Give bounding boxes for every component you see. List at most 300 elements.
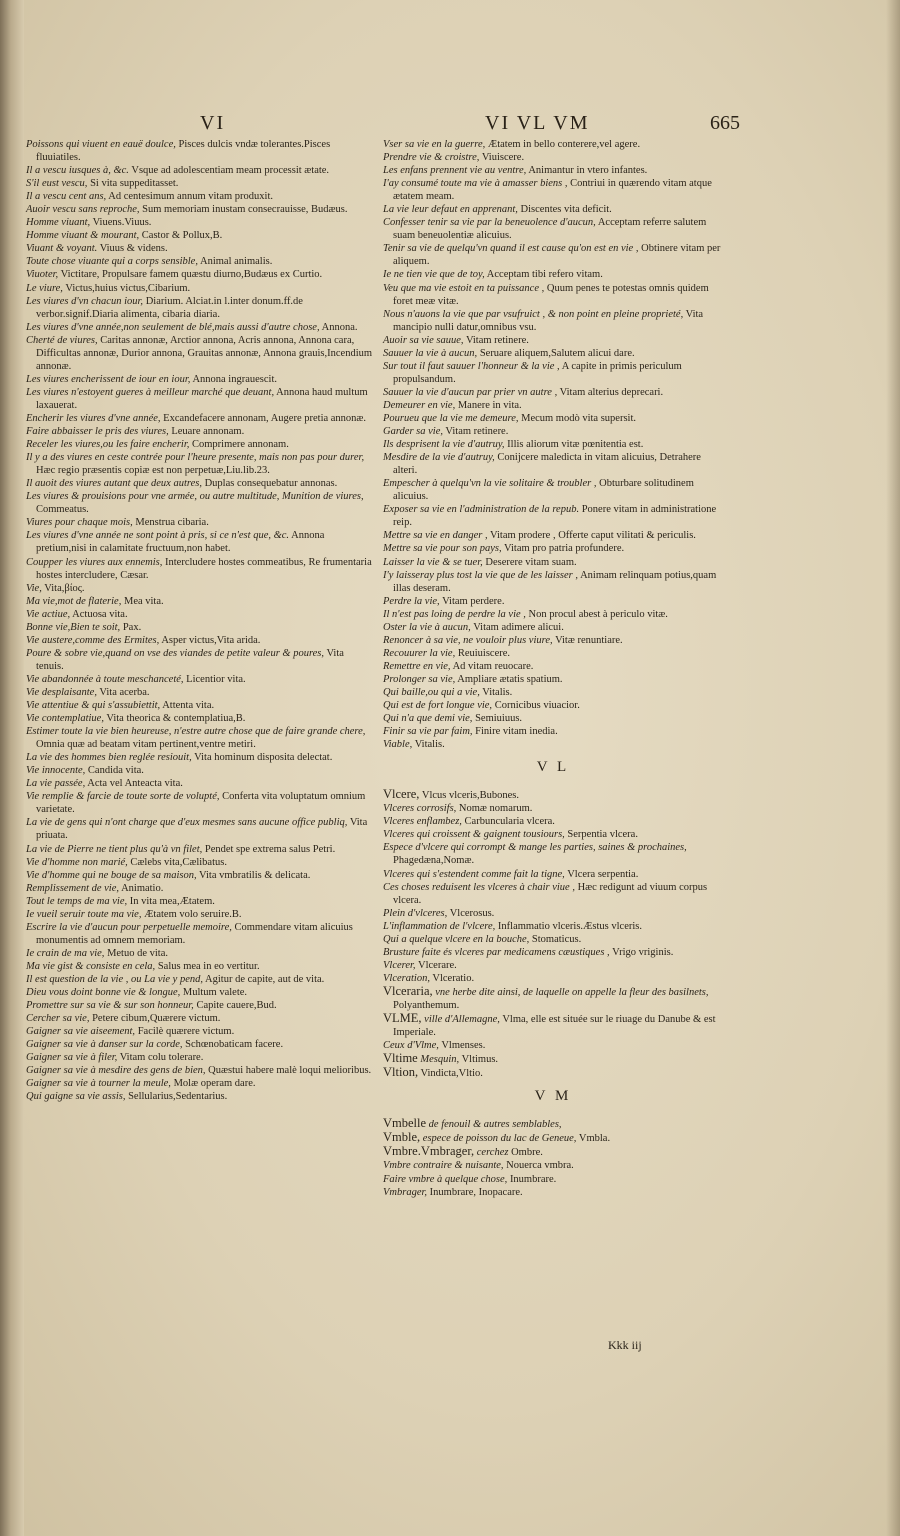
entry-french: ville d'Allemagne, — [424, 1014, 500, 1026]
dictionary-entry — [383, 569, 723, 595]
entry-french: Les viures d'vne année ne sont point à pris, si ce n'est que, &c. — [26, 530, 290, 542]
entry-latin: Victus,huius victus,Cibarium. — [65, 282, 191, 294]
entry-latin: Deserere vitam suam. — [485, 556, 577, 568]
dictionary-entry — [26, 190, 374, 203]
dictionary-entry — [383, 802, 723, 815]
entry-latin: Vlceratio. — [432, 972, 475, 984]
vl-entries — [383, 788, 723, 1080]
entry-latin: Annona ingrauescit. — [192, 373, 277, 385]
entry-latin: Finire vitam inedia. — [475, 726, 558, 738]
dictionary-entry — [383, 203, 723, 216]
entry-latin: Menstrua cibaria. — [135, 517, 209, 529]
entry-latin: Nomæ nomarum. — [458, 803, 533, 815]
entry-latin: Ætatem volo seruire.B. — [144, 908, 242, 920]
entry-french: Poure & sobre vie,quand on vse des viandes de petite valeur & poures, — [26, 647, 325, 659]
dictionary-entry — [26, 282, 374, 295]
entry-latin: Quæstui habere malè loqui melioribus. — [208, 1065, 372, 1077]
entry-latin: Manere in vita. — [457, 399, 522, 411]
entry-latin: Victitare, Propulsare famem quæstu diurno,Budæus ex Curtio. — [60, 269, 323, 281]
dictionary-entry — [26, 921, 374, 947]
entry-latin: Attenta vita. — [162, 700, 215, 712]
entry-latin: Vlma, elle est située sur le riuage du Danube & est Imperiale. — [393, 1014, 716, 1039]
entry-headword: Vltion, — [383, 1065, 419, 1080]
dictionary-entry — [26, 255, 374, 268]
entry-french: Vie abandonnée à toute meschanceté, — [26, 673, 184, 685]
entry-latin: Carbuncularia vlcera. — [464, 816, 555, 828]
entry-latin: Vitam prodere , Offerte caput vilitati & periculis. — [490, 530, 696, 542]
entry-french: Vlcerer, — [383, 959, 416, 971]
dictionary-entry — [26, 764, 374, 777]
entry-latin: Comprimere annonam. — [192, 439, 289, 451]
entry-french: Vser sa vie en la guerre, — [383, 139, 486, 150]
entry-french: Bonne vie,Bien te soit, — [26, 621, 121, 633]
entry-french: Qui gaigne sa vie assis, — [26, 1091, 126, 1103]
dictionary-entry — [26, 895, 374, 908]
entry-latin: Actuosa vita. — [72, 608, 128, 620]
entry-latin: Vita,βίος. — [44, 582, 85, 594]
dictionary-entry — [26, 138, 374, 164]
entry-french: Cherté de viures, — [26, 334, 98, 346]
entry-french: Viuant & voyant. — [26, 243, 98, 255]
dictionary-entry — [26, 242, 374, 255]
entry-french: Les viures & prouisions pour vne armée, ou autre multitude, Munition de viures, — [26, 491, 364, 503]
dictionary-entry — [383, 595, 723, 608]
entry-latin: Serpentia vlcera. — [567, 829, 638, 841]
entry-french: Veu que ma vie estoit en ta puissance , — [383, 282, 545, 294]
entry-latin: Vlcerare. — [418, 959, 457, 971]
dictionary-entry — [26, 699, 374, 712]
dictionary-entry — [26, 425, 374, 438]
dictionary-entry — [383, 673, 723, 686]
dictionary-entry — [26, 529, 374, 555]
dictionary-entry — [383, 933, 723, 946]
entry-latin: Facilè quærere victum. — [137, 1026, 235, 1038]
entry-latin: Hæc redigunt ad viuum corpus vlcera. — [393, 881, 708, 906]
entry-french: La vie des hommes bien reglée resiouit, — [26, 752, 192, 764]
entry-french: Gaigner sa vie aiseement, — [26, 1026, 136, 1038]
dictionary-entry — [26, 1051, 374, 1064]
entry-french: Vie desplaisante, — [26, 686, 97, 698]
dictionary-entry — [26, 973, 374, 986]
entry-french: cerchez — [476, 1147, 509, 1159]
entry-french: Encherir les viures d'vne année, — [26, 412, 161, 424]
entry-latin: Vlmenses. — [441, 1040, 486, 1052]
entry-latin: Vita priuata. — [36, 817, 368, 842]
entry-latin: Seruare aliquem,Salutem alicui dare. — [479, 347, 635, 359]
vm-entries — [383, 1117, 723, 1198]
dictionary-entry — [26, 321, 374, 334]
dictionary-entry — [383, 699, 723, 712]
entry-latin: Vsque ad adolescentiam meam processit ætate. — [131, 165, 330, 177]
entry-french: Prendre vie & croistre, — [383, 152, 480, 164]
entry-french: Il n'est pas loing de perdre la vie , — [383, 608, 526, 620]
entry-french: L'inflammation de l'vlcere, — [383, 920, 496, 932]
entry-latin: Conijcere maledicta in vitam alicuius, Detrahere alteri. — [393, 452, 701, 477]
entry-french: Les viures encherissent de iour en iour, — [26, 373, 191, 385]
entry-latin: Vitalis. — [482, 686, 513, 698]
entry-latin: Schœnobaticam facere. — [185, 1039, 284, 1051]
entry-latin: Viuus & videns. — [99, 243, 168, 255]
dictionary-entry — [26, 216, 374, 229]
entry-latin: Capite cauere,Bud. — [196, 1000, 277, 1012]
dictionary-entry — [383, 503, 723, 529]
entry-french: Vie d'homme qui ne bouge de sa maison, — [26, 869, 197, 881]
entry-headword: Vmbelle — [383, 1116, 427, 1131]
entry-french: Dieu vous doint bonne vie & longue, — [26, 987, 181, 999]
dictionary-entry — [383, 360, 723, 386]
entry-latin: Vrigo vriginis. — [612, 946, 674, 958]
dictionary-entry — [383, 815, 723, 828]
dictionary-entry — [26, 229, 374, 242]
dictionary-entry — [383, 841, 723, 867]
entry-french: Qui n'a que demi vie, — [383, 713, 473, 725]
dictionary-entry — [26, 1025, 374, 1038]
dictionary-entry — [26, 386, 374, 412]
entry-french: Viuoter, — [26, 269, 59, 281]
dictionary-entry — [26, 908, 374, 921]
entry-french: Vlceration, — [383, 972, 430, 984]
entry-french: Exposer sa vie en l'administration de la repub. — [383, 504, 580, 516]
entry-french: Cercher sa vie, — [26, 1013, 90, 1025]
dictionary-entry — [383, 920, 723, 933]
entry-french: Sauuer la vie d'aucun par prier vn autre , — [383, 386, 558, 398]
entry-french: Confesser tenir sa vie par la beneuolence d'aucun, — [383, 217, 596, 229]
entry-french: Qui a quelque vlcere en la bouche, — [383, 933, 530, 945]
entry-french: Vmbre contraire & nuisante, — [383, 1160, 504, 1172]
entry-french: Il a vescu iusques à, &c. — [26, 165, 129, 177]
entry-latin: Ponere vitam in administratione reip. — [393, 504, 717, 529]
dictionary-entry — [383, 1066, 723, 1080]
dictionary-entry — [383, 216, 723, 242]
entry-latin: Obtinere vitam per aliquem. — [393, 243, 721, 268]
dictionary-entry — [383, 138, 723, 151]
entry-latin: Commendare vitam alicuius monumentis ad omnem memoriam. — [36, 921, 353, 946]
entry-latin: Vmbla. — [578, 1133, 611, 1145]
section-heading-vm: V M — [534, 1088, 572, 1105]
entry-latin: Agitur de capite, aut de vita. — [205, 974, 325, 985]
dictionary-entry — [26, 673, 374, 686]
entry-french: Sur tout il faut sauuer l'honneur & la vie , — [383, 360, 560, 372]
dictionary-entry — [26, 477, 374, 490]
left-column — [26, 138, 374, 1103]
dictionary-entry — [383, 1159, 723, 1172]
entry-latin: Salus mea in eo vertitur. — [157, 960, 260, 972]
entry-french: Empescher à quelqu'vn la vie solitaire & troubler , — [383, 478, 597, 490]
dictionary-entry — [26, 725, 374, 751]
entry-latin: Acta vel Anteacta vita. — [87, 778, 183, 790]
entry-latin: Excandefacere annonam, Augere pretia annonæ. — [163, 412, 367, 424]
dictionary-entry — [383, 1173, 723, 1186]
entry-french: Homme viuant, — [26, 217, 91, 229]
entry-french: Remplissement de vie, — [26, 882, 120, 894]
entry-french: La vie de gens qui n'ont charge que d'eux mesmes sans aucune office publiq, — [26, 817, 348, 829]
dictionary-entry — [383, 425, 723, 438]
dictionary-entry — [26, 516, 374, 529]
entry-french: Mesdire de la vie d'autruy, — [383, 452, 495, 464]
entry-latin: Inumbrare. — [509, 1173, 557, 1185]
entry-latin: Vita vmbratilis & delicata. — [199, 869, 311, 881]
entry-french: Receler les viures,ou les faire encherir, — [26, 439, 190, 451]
running-head-left: VI — [200, 112, 226, 134]
dictionary-entry — [383, 959, 723, 972]
dictionary-entry — [383, 242, 723, 268]
entry-latin: Metuo de vita. — [107, 947, 169, 959]
entry-latin: Animam relinquam potius,quam illas deseram. — [393, 569, 717, 594]
dictionary-entry — [383, 660, 723, 673]
entry-latin: Vitam pro patria profundere. — [504, 543, 625, 555]
dictionary-entry — [383, 347, 723, 360]
dictionary-entry — [383, 164, 723, 177]
entry-french: Ie ne tien vie que de toy, — [383, 269, 485, 281]
entry-latin: Vitam alterius deprecari. — [559, 386, 664, 398]
dictionary-entry — [383, 634, 723, 647]
entry-latin: Obturbare solitudinem alicuius. — [393, 478, 694, 503]
entry-latin: Cælebs vita,Cælibatus. — [130, 856, 227, 868]
binding-gutter — [0, 0, 24, 1536]
entry-latin: Annona haud multum laxauerat. — [36, 386, 368, 411]
entry-french: Vie actiue, — [26, 608, 71, 620]
entry-french: Auoir sa vie sauue, — [383, 334, 464, 346]
entry-french: Remettre en vie, — [383, 660, 451, 672]
dictionary-entry — [26, 203, 374, 216]
dictionary-entry — [383, 556, 723, 569]
entry-headword: Vlceraria, — [383, 983, 433, 998]
dictionary-entry — [26, 373, 374, 386]
dictionary-entry — [26, 438, 374, 451]
entry-french: Les enfans prennent vie au ventre, — [383, 165, 527, 177]
entry-latin: Vitam perdere. — [442, 595, 505, 607]
entry-latin: Diarium. Alciat.in l.inter donum.ff.de verbor.signif.Diaria alimenta, cibaria diaria. — [36, 295, 303, 320]
dictionary-entry — [383, 738, 723, 751]
entry-french: I'y laisseray plus tost la vie que de les laisser , — [383, 569, 579, 581]
entry-french: Plein d'vlceres, — [383, 907, 448, 919]
dictionary-entry — [26, 490, 374, 516]
entry-latin: Candida vita. — [87, 765, 144, 777]
entry-latin: Vitam retinere. — [445, 426, 509, 438]
right-column — [383, 138, 723, 1199]
entry-latin: Semiuiuus. — [475, 713, 523, 725]
entry-latin: Inumbrare, Inopacare. — [429, 1186, 523, 1198]
entry-latin: Vlcus vlceris,Bubones. — [421, 790, 519, 802]
dictionary-entry — [383, 946, 723, 959]
dictionary-entry — [383, 1012, 723, 1039]
dictionary-entry — [383, 451, 723, 477]
entry-latin: Vitam colu tolerare. — [119, 1052, 204, 1064]
dictionary-entry — [26, 882, 374, 895]
entry-latin: Vita tenuis. — [36, 647, 344, 672]
entry-french: Il est question de la vie , ou La vie y pend, — [26, 974, 203, 985]
entry-french: Faire vmbre à quelque chose, — [383, 1173, 508, 1185]
dictionary-entry — [383, 542, 723, 555]
entry-latin: Mecum modò vita supersit. — [521, 412, 637, 424]
entry-headword: VLME, — [383, 1011, 422, 1026]
entry-latin: Vindicta,Vltio. — [420, 1068, 483, 1080]
dictionary-entry — [26, 843, 374, 856]
entry-french: Les viures d'vn chacun iour, — [26, 295, 144, 307]
entry-latin: Animatio. — [121, 882, 164, 894]
entry-french: Sauuer la vie à aucun, — [383, 347, 478, 359]
entry-latin: Annona. — [321, 321, 358, 333]
entry-latin: Vitalis. — [414, 739, 445, 751]
dictionary-entry — [26, 647, 374, 673]
dictionary-entry — [26, 712, 374, 725]
entry-latin: Non procul abest à periculo vitæ. — [528, 608, 668, 620]
entry-latin: Ombre. — [511, 1147, 543, 1159]
dictionary-entry — [26, 295, 374, 321]
entry-latin: Vitam adimere alicui. — [473, 621, 564, 633]
entry-french: Vie, — [26, 582, 42, 594]
entry-latin: Discentes vita deficit. — [520, 204, 612, 216]
entry-latin: Viuens.Viuus. — [92, 217, 152, 229]
dictionary-entry — [26, 986, 374, 999]
dictionary-entry — [26, 686, 374, 699]
entry-french: Qui est de fort longue vie, — [383, 700, 493, 712]
dictionary-entry — [26, 608, 374, 621]
entry-french: Vie remplie & farcie de toute sorte de volupté, — [26, 791, 220, 803]
entry-french: Perdre la vie, — [383, 595, 440, 607]
entry-french: Laisser la vie & se tuer, — [383, 556, 483, 568]
dictionary-entry — [26, 621, 374, 634]
dictionary-entry — [26, 1038, 374, 1051]
dictionary-entry — [383, 334, 723, 347]
entry-latin: Stomaticus. — [531, 933, 582, 945]
dictionary-entry — [383, 386, 723, 399]
page-number: 665 — [710, 112, 740, 134]
dictionary-entry — [383, 712, 723, 725]
dictionary-entry — [383, 1145, 723, 1159]
entry-latin: Vlcera serpentia. — [567, 868, 639, 880]
dictionary-entry — [383, 868, 723, 881]
entry-french: Viures pour chaque mois, — [26, 517, 133, 529]
entry-french: Vmbrager, — [383, 1186, 428, 1198]
entry-headword: Vlcere, — [383, 787, 420, 802]
entry-french: Il a vescu cent ans, — [26, 191, 107, 203]
entry-latin: Ætatem in bello conterere,vel agere. — [487, 139, 641, 150]
entry-latin: Caritas annonæ, Arctior annona, Acris annona, Annona cara, Difficultas annonæ, Durior annona, Grauitas annonæ, Annona grauis,Incendium annonæ. — [36, 334, 373, 372]
entry-latin: Ad vitam reuocare. — [452, 660, 534, 672]
entry-french: Vlceres qui s'estendent comme fait la tigne, — [383, 868, 565, 880]
entry-french: Poissons qui viuent en eauë doulce, — [26, 139, 176, 150]
entry-french: Gaigner sa vie à filer, — [26, 1052, 118, 1064]
dictionary-entry — [383, 828, 723, 841]
entry-french: Brusture faite és vlceres par medicamens cæustiques , — [383, 946, 610, 958]
dictionary-entry — [383, 268, 723, 281]
dictionary-entry — [383, 177, 723, 203]
entry-latin: Animantur in vtero infantes. — [528, 165, 648, 177]
entry-latin: Viuiscere. — [481, 152, 525, 164]
entry-latin: Inflammatio vlceris.Æstus vlceris. — [497, 920, 642, 932]
entry-latin: A capite in primis periculum propulsandum. — [393, 360, 682, 385]
entry-latin: Intercludere hostes commeatibus, Re frumentaria hostes intercludere, Cæsar. — [36, 556, 372, 581]
dictionary-entry — [26, 999, 374, 1012]
dictionary-entry — [26, 582, 374, 595]
entry-latin: Vltimus. — [461, 1054, 499, 1066]
entry-french: Toute chose viuante qui a corps sensible, — [26, 256, 198, 268]
entry-french: Coupper les viures aux ennemis, — [26, 556, 163, 568]
dictionary-entry — [26, 960, 374, 973]
entry-headword: Vmbre.Vmbrager, — [383, 1144, 475, 1159]
dictionary-entry — [26, 751, 374, 764]
entry-french: Tenir sa vie de quelqu'vn quand il est cause qu'on est en vie , — [383, 243, 639, 255]
entry-french: Demeurer en vie, — [383, 399, 456, 411]
entry-french: Promettre sur sa vie & sur son honneur, — [26, 1000, 194, 1012]
dictionary-entry — [383, 1186, 723, 1199]
entry-french: Escrire la vie d'aucun pour perpetuelle memoire, — [26, 921, 232, 933]
entry-latin: Commeatus. — [36, 504, 89, 516]
dictionary-entry — [26, 1064, 374, 1077]
dictionary-entry — [26, 268, 374, 281]
entry-french: Finir sa vie par faim, — [383, 726, 473, 738]
entry-french: Vlceres corrosifs, — [383, 803, 457, 815]
entry-latin: Pax. — [122, 621, 142, 633]
entry-french: espece de poisson du lac de Geneue, — [422, 1133, 577, 1145]
signature-mark: Kkk iij — [608, 1338, 642, 1352]
entry-french: Vie attentiue & qui s'assubiettit, — [26, 700, 161, 712]
entry-french: Vie contemplatiue, — [26, 713, 104, 725]
dictionary-entry — [26, 177, 374, 190]
dictionary-entry — [383, 608, 723, 621]
entry-french: La vie leur defaut en apprenant, — [383, 204, 518, 216]
entry-french: La vie passée, — [26, 778, 86, 790]
dictionary-entry — [383, 647, 723, 660]
entry-latin: Sellularius,Sedentarius. — [128, 1091, 228, 1103]
entry-latin: Conferta vita voluptatum omnium varietate. — [36, 791, 366, 816]
entry-latin: In vita mea,Ætatem. — [129, 895, 215, 907]
entry-french: Gaigner sa vie à mesdire des gens de bien, — [26, 1065, 206, 1077]
entry-latin: Duplas consequebatur annonas. — [204, 478, 338, 490]
entry-french: Qui baille,ou qui a vie, — [383, 686, 480, 698]
entry-latin: Vlcerosus. — [449, 907, 495, 919]
dictionary-entry — [383, 972, 723, 985]
entry-french: Vie d'homme non marié, — [26, 856, 128, 868]
entry-french: Renoncer à sa vie, ne vouloir plus viure, — [383, 634, 553, 646]
entry-french: Mettre sa vie pour son pays, — [383, 543, 502, 555]
entry-latin: Acceptam referre salutem suam beneuolentiæ alicuius. — [393, 217, 707, 242]
entry-french: Estimer toute la vie bien heureuse, n'estre autre chose que de faire grande chere, — [26, 726, 366, 738]
dictionary-entry — [383, 529, 723, 542]
vi-entries — [383, 138, 723, 751]
dictionary-entry — [26, 556, 374, 582]
dictionary-entry — [26, 869, 374, 882]
entry-latin: Vita hominum disposita delectat. — [194, 752, 333, 764]
dictionary-entry — [383, 881, 723, 907]
entry-french: Les viures d'vne année,non seulement de blé,mais aussi d'autre chose, — [26, 321, 320, 333]
entry-french: S'il eust vescu, — [26, 178, 88, 190]
dictionary-entry — [26, 777, 374, 790]
dictionary-entry — [383, 438, 723, 451]
entry-french: Ie crain de ma vie, — [26, 947, 105, 959]
dictionary-entry — [383, 788, 723, 802]
entry-french: Homme viuant & mourant, — [26, 230, 140, 242]
entry-latin: Acceptam tibi refero vitam. — [486, 269, 603, 281]
entry-french: Nous n'auons la vie que par vsufruict , & non point en pleine proprieté, — [383, 308, 684, 320]
entry-latin: Sum memoriam inustam consecrauisse, Budæus. — [142, 204, 348, 216]
entry-french: Garder sa vie, — [383, 426, 443, 438]
entry-latin: Molæ operam dare. — [173, 1078, 256, 1090]
entry-latin: Asper victus,Vita arida. — [161, 634, 261, 646]
entry-latin: Mea vita. — [123, 595, 164, 607]
entry-french: La vie de Pierre ne tient plus qu'à vn filet, — [26, 843, 203, 855]
entry-latin: Pisces dulcis vndæ tolerantes.Pisces fluuiatiles. — [36, 139, 331, 164]
entry-french: Mettre sa vie en danger , — [383, 530, 488, 542]
dictionary-entry — [26, 790, 374, 816]
entry-latin: Hæc regio præsentis copiæ est non perpetuæ,Liu.lib.23. — [36, 465, 270, 477]
dictionary-entry — [26, 1012, 374, 1025]
entry-french: Auoir vescu sans reproche, — [26, 204, 140, 216]
dictionary-entry — [383, 1039, 723, 1052]
entry-latin: Licentior vita. — [186, 673, 246, 685]
entry-headword: Vmble, — [383, 1130, 421, 1145]
